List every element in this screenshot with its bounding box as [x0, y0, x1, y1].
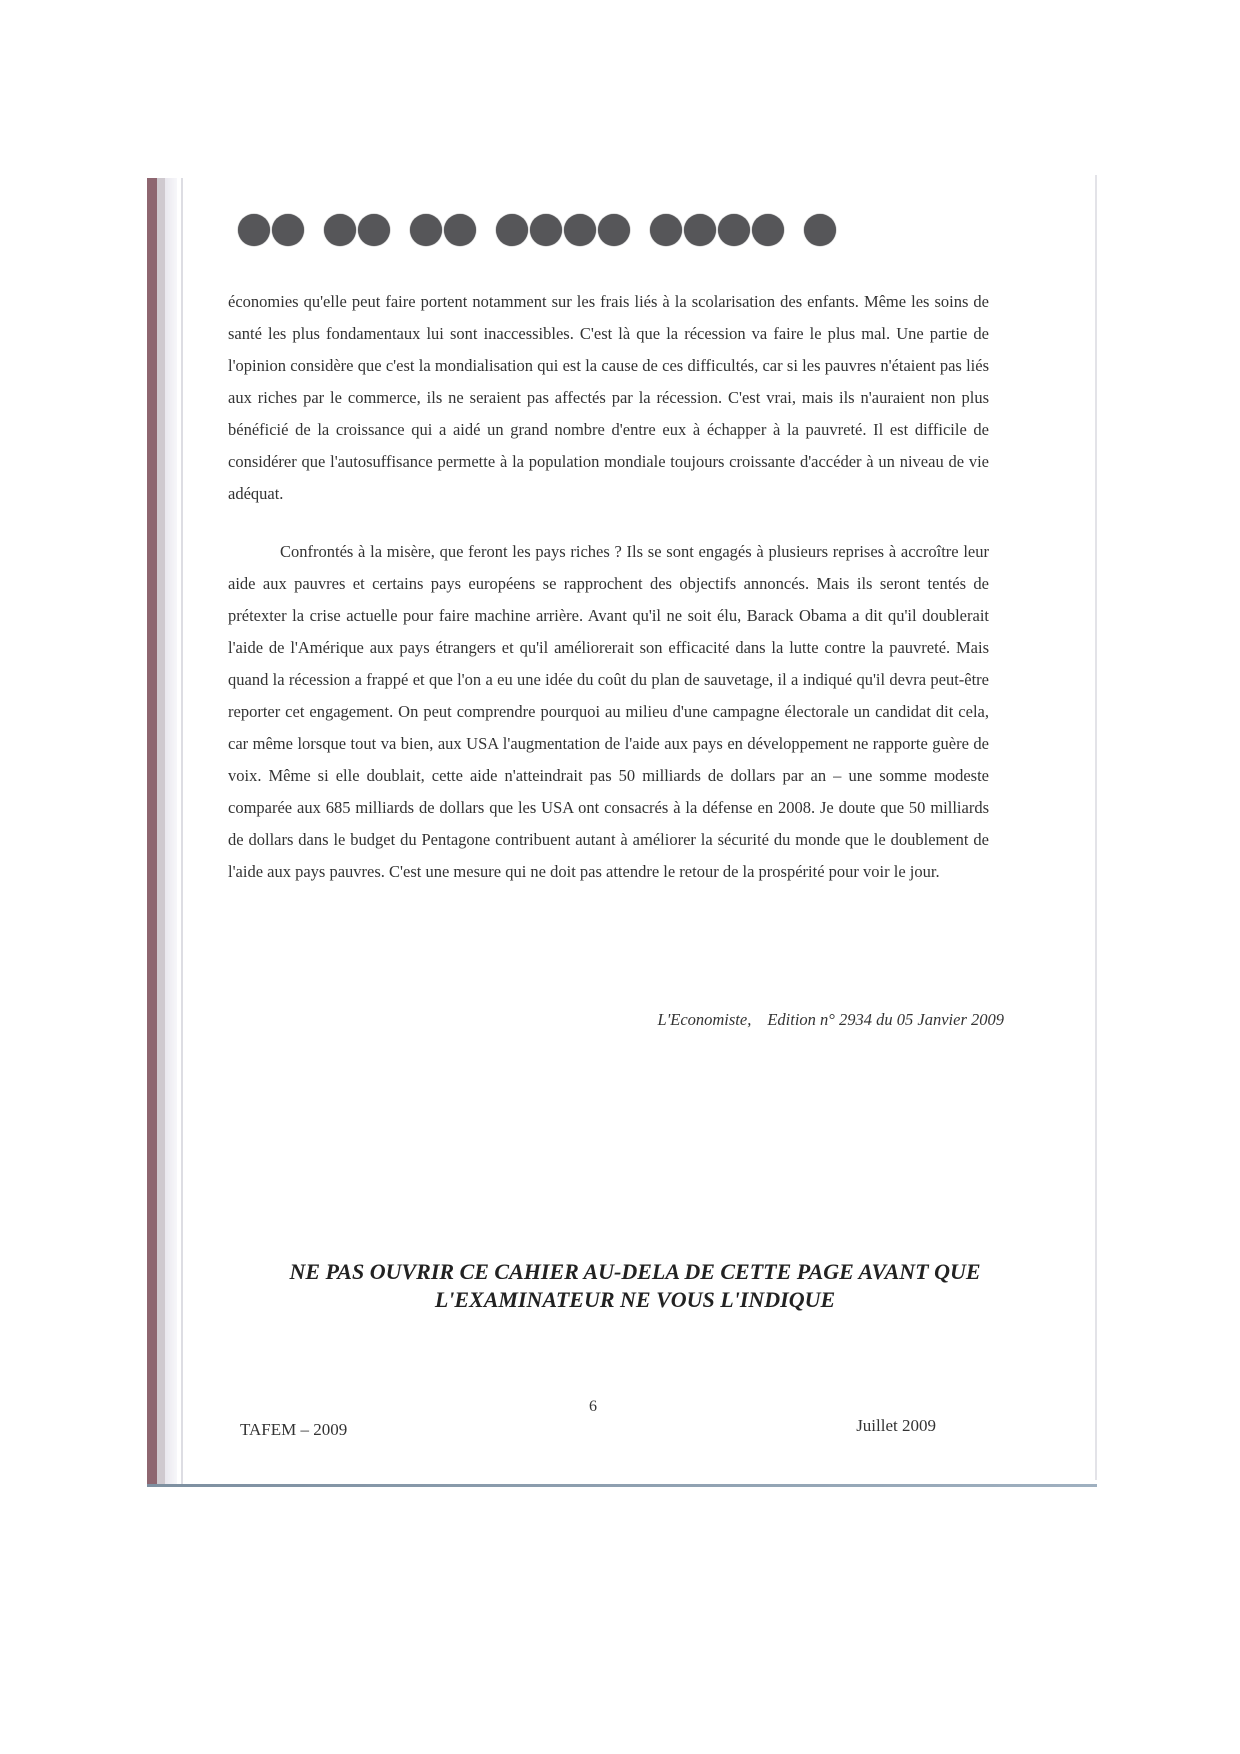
- exam-warning: [200, 1258, 1070, 1314]
- footer-exam-name: TAFEM – 2009: [240, 1420, 348, 1439]
- sheet-fold-line: [181, 178, 183, 1486]
- dot-header-decoration: [238, 212, 856, 248]
- sheet-edge: [165, 178, 177, 1486]
- dot-group: [650, 214, 786, 246]
- article-paragraph-1: économies qu'elle peut faire portent notamment sur les frais liés à la scolarisation des enfants. Même les soins de santé les plus fondamentaux lui sont inaccessibles. C'est là que la récession va faire le plus mal. Une partie de l'opinion considère que c'est la mondialisation qui est la cause de ces difficultés, car si les pauvres n'étaient pas liés aux riches par le commerce, ils ne seraient pas affectés par la récession. C'est vrai, mais ils n'auraient non plus bénéficié de la croissance qui a aidé un grand nombre d'entre eux à échapper à la pauvreté. Il est difficile de considérer que l'autosuffisance permette à la population mondiale toujours croissante d'accéder à un niveau de vie adéquat.: [228, 292, 989, 503]
- dot-icon: [684, 214, 716, 246]
- dot-icon: [718, 214, 750, 246]
- source-edition: Edition n° 2934 du 05 Janvier 2009: [767, 1010, 1004, 1029]
- dot-icon: [324, 214, 356, 246]
- warning-line-2: L'EXAMINATEUR NE VOUS L'INDIQUE: [434, 1287, 836, 1312]
- article-paragraph-2: Confrontés à la misère, que feront les pays riches ? Ils se sont engagés à plusieurs reprises à accroître leur aide aux pauvres et certains pays européens se rapprochent des objectifs annoncés. Mais ils seront tentés de prétexter la crise actuelle pour faire machine arrière. Avant qu'il ne soit élu, Barack Obama a dit qu'il doublerait l'aide de l'Amérique aux pays étrangers et qu'il améliorerait son efficacité dans la lutte contre la pauvreté. Mais quand la récession a frappé et que l'on a eu une idée du coût du plan de sauvetage, il a indiqué qu'il devra peut-être reporter cet engagement. On peut comprendre pourquoi au milieu d'une campagne électorale un candidat dit cela, car même lorsque tout va bien, aux USA l'augmentation de l'aide aux pays en développement ne rapporte guère de voix. Même si elle doublait, cette aide n'atteindrait pas 50 milliards de dollars par an – une somme modeste comparée aux 685 milliards de dollars que les USA ont consacrés à la défense en 2008. Je doute que 50 milliards de dollars dans le budget du Pentagone contribuent autant à améliorer la sécurité du monde que le doublement de l'aide aux pays pauvres. C'est une mesure qui ne doit pas attendre le retour de la prospérité pour voir le jour.: [228, 542, 989, 881]
- dot-icon: [598, 214, 630, 246]
- dot-icon: [650, 214, 682, 246]
- footer-date: Juillet 2009: [856, 1416, 936, 1435]
- article-source: [520, 1010, 1004, 1030]
- dot-icon: [272, 214, 304, 246]
- sheet-right-edge: [1095, 175, 1097, 1480]
- dot-group: [496, 214, 632, 246]
- dot-group: [324, 214, 392, 246]
- sheet-bottom-edge: [147, 1484, 1097, 1487]
- dot-group: [804, 214, 838, 246]
- dot-icon: [410, 214, 442, 246]
- dot-icon: [530, 214, 562, 246]
- binding-edge: [157, 178, 165, 1486]
- dot-icon: [752, 214, 784, 246]
- dot-group: [238, 214, 306, 246]
- source-publication: L'Economiste,: [657, 1010, 752, 1029]
- warning-line-1: NE PAS OUVRIR CE CAHIER AU-DELA DE CETTE PAGE AVANT QUE: [289, 1259, 981, 1284]
- dot-icon: [358, 214, 390, 246]
- page-number: 6: [589, 1398, 597, 1415]
- article-body: [228, 286, 989, 888]
- dot-icon: [804, 214, 836, 246]
- dot-icon: [444, 214, 476, 246]
- dot-icon: [238, 214, 270, 246]
- dot-icon: [564, 214, 596, 246]
- dot-icon: [496, 214, 528, 246]
- binding-strip: [147, 178, 157, 1486]
- dot-group: [410, 214, 478, 246]
